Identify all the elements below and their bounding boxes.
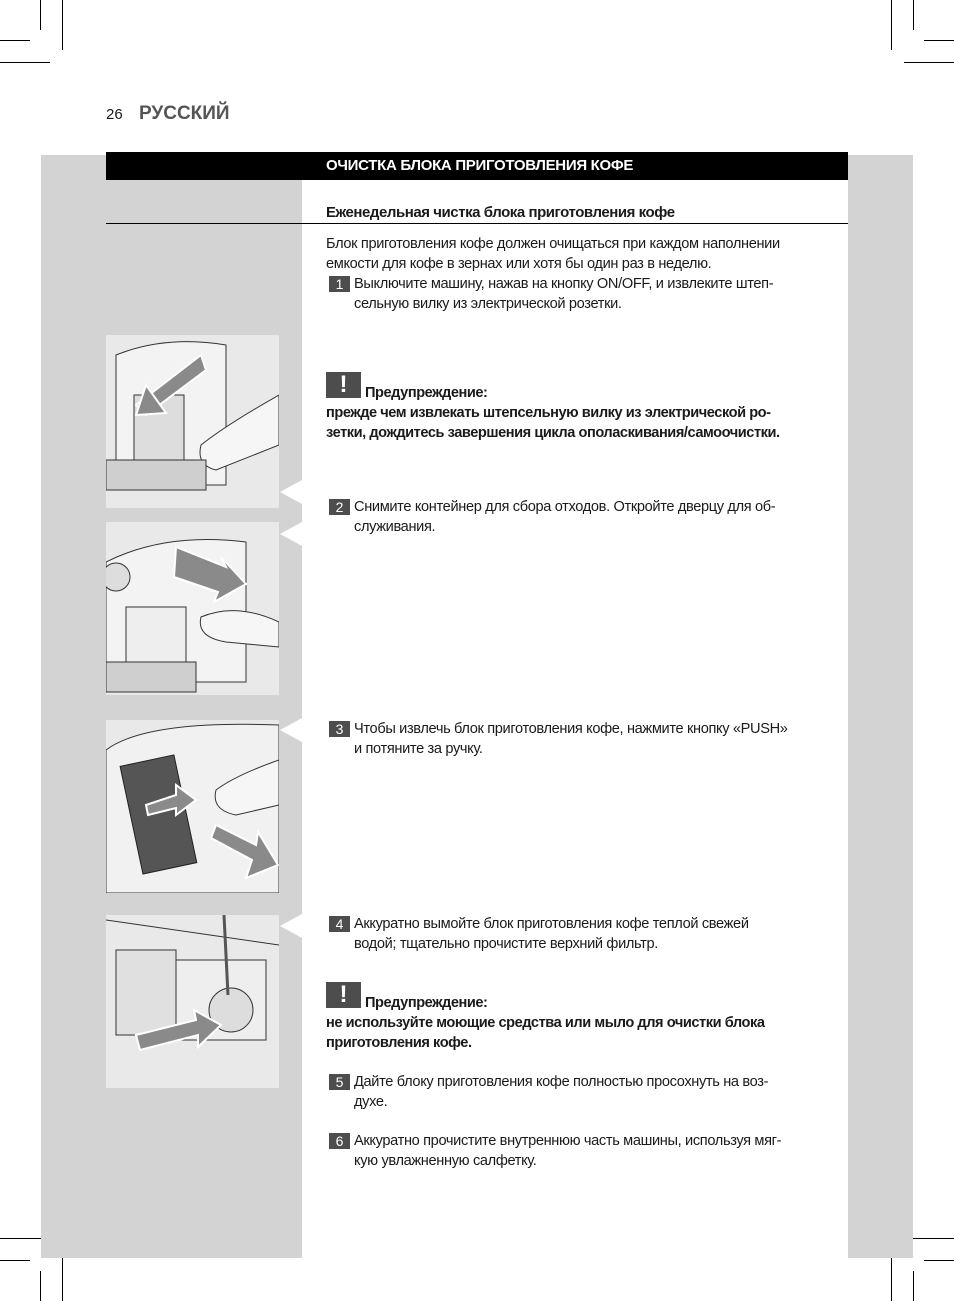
- crop-mark: [40, 0, 41, 30]
- left-column: [41, 155, 302, 1258]
- warning-exclamation-icon: !: [326, 982, 361, 1008]
- intro-paragraph: [326, 234, 780, 274]
- notch: [280, 718, 302, 742]
- subtitle: Еженедельная чистка блока приготовления кофе: [326, 204, 675, 221]
- crop-mark: [0, 40, 30, 41]
- brew-group-drawing: [106, 720, 279, 893]
- step-number-badge: 6: [329, 1133, 350, 1149]
- right-margin-strip: [848, 155, 913, 1258]
- page-language: РУССКИЙ: [139, 103, 230, 124]
- page-number: 26: [106, 106, 123, 123]
- crop-mark: [913, 0, 914, 30]
- crop-mark: [904, 62, 954, 63]
- illustration-rinse-brew-group: [106, 915, 279, 1088]
- illustration-open-service-door: [106, 522, 279, 695]
- step-text: Аккуратно прочистите внутреннюю часть машины, используя мяг- кую увлажненную салфетку.: [354, 1133, 782, 1169]
- step-number-badge: 4: [329, 916, 350, 932]
- section-title-bar: [106, 152, 848, 180]
- warning-text: не используйте моющие средства или мыло для очистки блока приготовления кофе.: [326, 1015, 765, 1051]
- illustration-unplug-machine: [106, 335, 279, 508]
- section-title: ОЧИСТКА БЛОКА ПРИГОТОВЛЕНИЯ КОФЕ: [326, 157, 634, 174]
- crop-mark: [0, 62, 50, 63]
- intro-line: Блок приготовления кофе должен очищаться при каждом наполнении: [326, 236, 780, 252]
- machine-unplug-drawing: [106, 335, 279, 508]
- step-text: Аккуратно вымойте блок приготовления кофе теплой свежей водой; тщательно прочистите верхний фильтр.: [354, 916, 749, 952]
- rinse-drawing: [106, 915, 279, 1088]
- crop-mark: [62, 0, 63, 50]
- crop-mark: [913, 1271, 914, 1301]
- illustration-remove-brew-group: [106, 720, 279, 893]
- warning-label: Предупреждение:: [365, 995, 488, 1011]
- crop-mark: [891, 1251, 892, 1301]
- step-text: Дайте блоку приготовления кофе полностью просохнуть на воз- духе.: [354, 1074, 769, 1110]
- step-number-badge: 3: [329, 721, 350, 737]
- crop-mark: [62, 1251, 63, 1301]
- crop-mark: [891, 0, 892, 50]
- notch: [280, 480, 302, 504]
- intro-line: емкости для кофе в зернах или хотя бы один раз в неделю.: [326, 256, 712, 272]
- step-text: Снимите контейнер для сбора отходов. Откройте дверцу для об- служивания.: [354, 499, 776, 535]
- step-number-badge: 1: [329, 276, 350, 292]
- machine-door-drawing: [106, 522, 279, 695]
- warning-label: Предупреждение:: [365, 385, 488, 401]
- step-text: Чтобы извлечь блок приготовления кофе, нажмите кнопку «PUSH» и потяните за ручку.: [354, 721, 788, 757]
- crop-mark: [924, 40, 954, 41]
- column-notches: [278, 470, 304, 950]
- step-text: Выключите машину, нажав на кнопку ON/OFF, и извлеките штеп- сельную вилку из электрической розетки.: [354, 276, 774, 312]
- step-number-badge: 2: [329, 499, 350, 515]
- warning-text: прежде чем извлекать штепсельную вилку из электрической ро- зетки, дождитесь завершения цикла ополаскивания/самоочистки.: [326, 405, 780, 441]
- crop-mark: [40, 1271, 41, 1301]
- crop-mark: [924, 1260, 954, 1261]
- warning-exclamation-icon: !: [326, 372, 361, 398]
- step-number-badge: 5: [329, 1074, 350, 1090]
- subtitle-rule: [106, 223, 848, 224]
- notch: [280, 522, 302, 546]
- crop-mark: [0, 1260, 30, 1261]
- notch: [280, 914, 302, 938]
